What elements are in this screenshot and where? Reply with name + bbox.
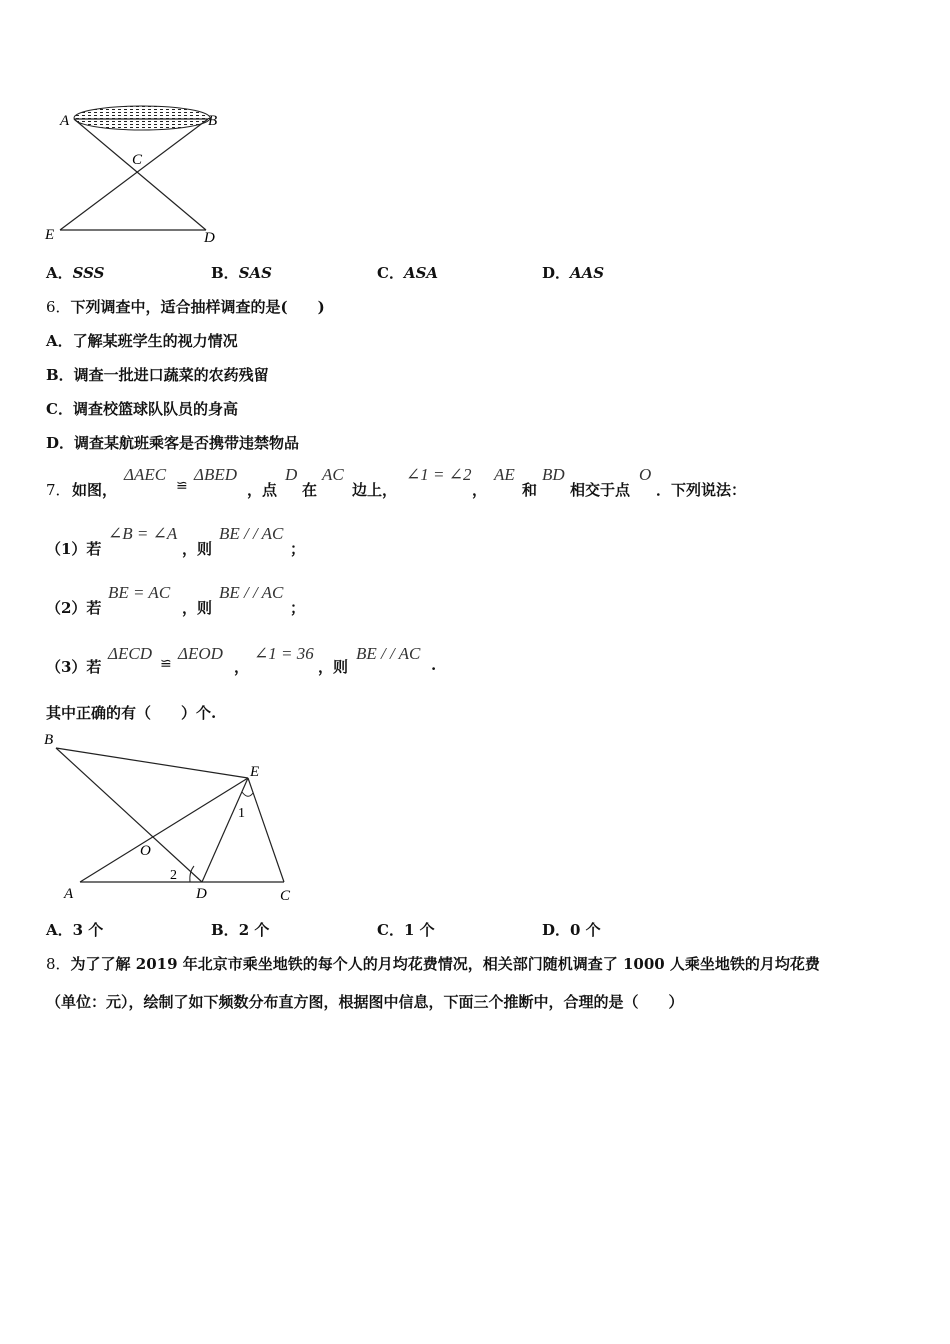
q7-math-aec: ΔAEC — [124, 465, 167, 484]
statement-3-angle: ∠1 = 36 — [254, 644, 314, 663]
q5-option-d[interactable]: D．AAS — [542, 264, 605, 282]
q8-line-1-text: 为了了解 2019 年北京市乘坐地铁的每个人的月均花费情况，相关部门随机调查了 1000 人乘坐地铁的月均花费 — [70, 955, 820, 973]
q6-option-d[interactable]: D．调查某航班乘客是否携带违禁物品 — [46, 434, 300, 452]
statement-2-then: ，则 — [182, 599, 213, 617]
statement-2-prefix: （2）若 — [46, 599, 102, 617]
q5-options — [46, 262, 746, 282]
q7-question: 其中正确的有（ ）个. — [46, 704, 217, 722]
q7-text-point: ，点 — [247, 481, 278, 499]
q6-option-b[interactable]: B．调查一批进口蔬菜的农药残留 — [46, 366, 269, 384]
label-e: E — [45, 227, 55, 243]
statement-1-conclusion: BE / / AC — [219, 524, 284, 543]
q7-option-c[interactable]: C．1 个 — [377, 921, 435, 939]
q7-text-side: 边上， — [352, 481, 398, 499]
q5-option-b[interactable]: B．SAS — [211, 264, 272, 282]
q6-stem — [46, 296, 325, 317]
q8-line-1 — [46, 953, 820, 974]
q6-stem-text: 下列调查中，适合抽样调查的是( ) — [70, 298, 325, 316]
ellipse-pond — [74, 106, 210, 130]
label-a: A — [60, 113, 70, 129]
q5-option-a[interactable]: A．SSS — [46, 264, 105, 282]
label-angle-2: 2 — [170, 868, 177, 883]
q5-option-c[interactable]: C．ASA — [377, 264, 439, 282]
statement-3-conclusion: BE / / AC — [356, 644, 421, 663]
line-bd — [56, 748, 202, 882]
q7-text-statements: ．下列说法： — [656, 481, 747, 499]
q7-math-bd: BD — [542, 465, 565, 484]
label-o: O — [140, 843, 151, 859]
q7-math-d: D — [285, 465, 298, 484]
q7-math-bed: ΔBED — [194, 465, 238, 484]
q7-number: 7． — [46, 481, 71, 499]
q7-math-ac: AC — [322, 465, 344, 484]
statement-1-condition: ∠B = ∠A — [108, 524, 178, 543]
label-angle-1: 1 — [238, 806, 245, 821]
statement-1-end: ； — [290, 540, 306, 558]
q7-math-ae: AE — [494, 465, 515, 484]
q7-math-o: O — [639, 465, 652, 484]
statement-3-then: ，则 — [318, 658, 349, 676]
statement-3-end: . — [431, 656, 437, 674]
statement-2-end: ； — [290, 599, 306, 617]
line-ed — [202, 778, 248, 882]
statement-1-prefix: （1）若 — [46, 540, 102, 558]
q7-comma: ， — [472, 481, 488, 499]
label-c: C — [280, 888, 291, 904]
q6-option-a[interactable]: A．了解某班学生的视力情况 — [46, 332, 238, 350]
angle-1-arc — [242, 792, 253, 796]
q7-option-d[interactable]: D．0 个 — [542, 921, 601, 939]
statement-3-math-eod: ΔEOD — [178, 644, 223, 663]
q6-number: 6． — [46, 298, 71, 316]
label-c: C — [132, 152, 143, 168]
statement-3-prefix: （3）若 — [46, 658, 102, 676]
statement-3-comma: ， — [234, 658, 250, 676]
q7-option-b[interactable]: B．2 个 — [211, 921, 270, 939]
label-d: D — [196, 886, 207, 902]
label-b: B — [44, 732, 54, 748]
q8-line-2: （单位：元），绘制了如下频数分布直方图，根据图中信息，下面三个推断中，合理的是（ ） — [46, 993, 684, 1011]
q7-math-angle-eq: ∠1 = ∠2 — [406, 465, 472, 484]
statement-3-congruent-symbol: ≌ — [160, 656, 172, 672]
statement-2-conclusion: BE / / AC — [219, 583, 284, 602]
q7-option-a[interactable]: A．3 个 — [46, 921, 104, 939]
line-be — [56, 748, 248, 778]
q6-option-c[interactable]: C．调查校篮球队队员的身高 — [46, 400, 238, 418]
statement-3-math-ecd: ΔECD — [108, 644, 152, 663]
q7-text-and: 和 — [522, 481, 538, 499]
figure-1-diagram — [40, 96, 230, 246]
q7-congruent-symbol: ≌ — [176, 478, 188, 494]
q7-text-intersect: 相交于点 — [570, 481, 631, 499]
statement-2-condition: BE = AC — [108, 583, 171, 602]
q7-text-on: 在 — [302, 481, 318, 499]
label-a: A — [64, 886, 74, 902]
line-ec — [248, 778, 284, 882]
statement-1-then: ，则 — [182, 540, 213, 558]
label-d: D — [204, 230, 215, 246]
figure-2-diagram — [40, 728, 310, 908]
q7-options — [46, 919, 746, 939]
q7-intro: 如图， — [72, 481, 118, 499]
label-e: E — [250, 764, 260, 780]
label-b: B — [208, 113, 218, 129]
q8-number: 8． — [46, 955, 71, 973]
